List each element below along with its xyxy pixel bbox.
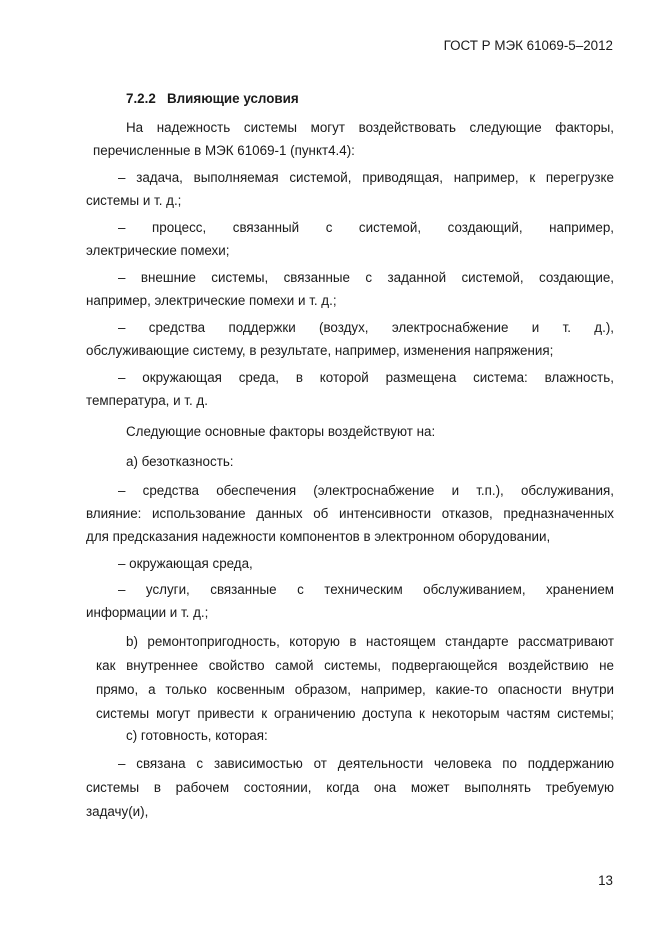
list-item-line: информации и т. д.; — [86, 605, 209, 620]
list-item-line: температура, и т. д. — [86, 393, 208, 408]
paragraph-line: как внутреннее свойство самой системы, подвергающейся воздействию не — [96, 658, 614, 673]
list-item-line: – услуги, связанные с техническим обслуживанием, хранением — [118, 582, 614, 597]
list-item-line: обслуживающие систему, в результате, например, изменения напряжения; — [86, 343, 554, 358]
list-heading: а) безотказность: — [126, 454, 234, 469]
list-item-line: – окружающая среда, — [118, 556, 253, 571]
section-title: Влияющие условия — [166, 91, 299, 106]
list-item-line: – связана с зависимостью от деятельности человека по поддержанию — [118, 756, 614, 771]
list-item-line: – средства обеспечения (электроснабжение и т.п.), обслуживания, — [118, 483, 614, 498]
paragraph-line: перечисленные в МЭК 61069-1 (пункт4.4): — [93, 143, 355, 158]
document-code-header: ГОСТ Р МЭК 61069-5–2012 — [443, 38, 613, 53]
list-item-line: влияние: использование данных об интенсивности отказов, предназначенных — [86, 506, 614, 521]
list-item-line: электрические помехи; — [86, 243, 230, 258]
list-heading: с) готовность, которая: — [126, 728, 268, 743]
list-item-line: для предсказания надежности компонентов в электронном оборудовании, — [86, 529, 551, 544]
list-item-line: – средства поддержки (воздух, электроснабжение и т. д.), — [118, 320, 614, 335]
list-item-line: – задача, выполняемая системой, приводящая, например, к перегрузке — [118, 170, 614, 185]
paragraph-line: прямо, а только косвенным образом, например, какие-то опасности внутри — [96, 682, 614, 697]
list-item-line: – окружающая среда, в которой размещена система: влажность, — [118, 370, 614, 385]
paragraph-line: Следующие основные факторы воздействуют на: — [126, 424, 436, 439]
list-item-line: – внешние системы, связанные с заданной системой, создающие, — [118, 270, 614, 285]
section-number: 7.2.2 — [126, 91, 156, 106]
section-heading — [126, 90, 299, 108]
page-number: 13 — [598, 873, 613, 888]
list-item-line: системы и т. д.; — [86, 193, 182, 208]
paragraph-line: На надежность системы могут воздействовать следующие факторы, — [126, 120, 614, 135]
list-item-line: – процесс, связанный с системой, создающий, например, — [118, 220, 614, 235]
list-item-line: задачу(и), — [86, 804, 149, 819]
list-item-line: системы в рабочем состоянии, когда она может выполнять требуемую — [86, 780, 614, 795]
paragraph-line: системы могут привести к ограничению доступа к некоторым частям системы; — [96, 706, 614, 721]
list-heading: b) ремонтопригодность, которую в настоящем стандарте рассматривают — [126, 634, 614, 649]
list-item-line: например, электрические помехи и т. д.; — [86, 293, 337, 308]
